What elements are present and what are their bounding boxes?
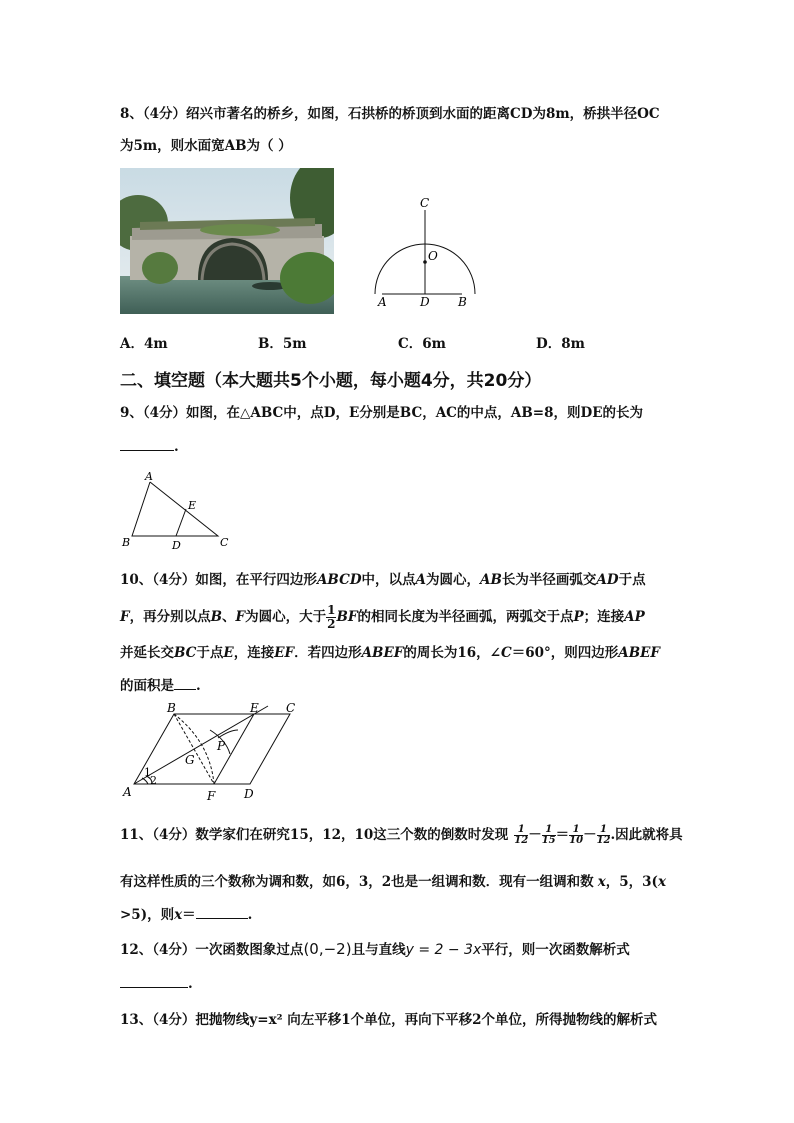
q10-line3: 并延长交BC于点E，连接EF．若四边形ABEF的周长为16，∠C＝60°，则四边形ABEF	[120, 645, 661, 661]
line-equation: y = 2 − 3x	[405, 942, 482, 958]
q8-option-a[interactable]: A．4m	[120, 336, 168, 352]
q10-line4: 的面积是 .	[120, 675, 680, 696]
label-p: P	[217, 739, 226, 753]
fraction-1-10: $\frac{1}{10}$	[569, 824, 584, 846]
label-a: A	[145, 470, 153, 483]
label-angle-2: 2	[150, 774, 157, 787]
label-e: E	[188, 499, 197, 512]
q9-answer-line: .	[120, 436, 680, 457]
q8-option-d[interactable]: D．8m	[536, 336, 585, 352]
label-d: D	[420, 295, 430, 309]
q9-text: 9、（4分）如图，在△ABC中，点D，E分别是BC，AC的中点，AB=8，则DE的长为	[120, 405, 644, 421]
arc-from-f	[218, 730, 238, 738]
line-ap-extended	[134, 706, 268, 784]
fraction-one-half: $\frac{1}{2}$	[327, 603, 336, 631]
q11-blank[interactable]	[196, 904, 248, 919]
q12-answer-line: .	[120, 973, 680, 994]
q10-line2: F，再分别以点B、F为圆心，大于 $\frac{1}{2}$ BF的相同长度为半径画弧，两弧交于点P；连接AP	[120, 603, 645, 631]
q12-blank[interactable]	[120, 973, 188, 988]
q13-line1: 13、（4分）把抛物线y=x² 向左平移1个单位，再向下平移2个单位，所得抛物线的解析式	[120, 1012, 658, 1028]
fraction-1-12: $\frac{1}{12}$	[514, 824, 529, 846]
triangle-abc-diagram	[118, 470, 238, 552]
q10-blank[interactable]	[174, 675, 196, 690]
q9-blank[interactable]	[120, 436, 174, 451]
bridge-photo	[120, 168, 334, 314]
q8-option-c[interactable]: C．6m	[398, 336, 446, 352]
arch-circle-diagram	[362, 192, 492, 312]
fraction-1-15: $\frac{1}{15}$	[541, 824, 556, 846]
segment-de	[176, 509, 186, 536]
q11-line1: 11、（4分）数学家们在研究15，12，10这三个数的倒数时发现 $\frac{1}{12}$ － $\frac{1}{15}$ ＝ $\frac{1}{10}$ － $\frac{1}{12}$ .因此就将具	[120, 824, 683, 846]
label-c: C	[220, 536, 229, 549]
label-e: E	[250, 701, 259, 715]
label-b: B	[458, 295, 467, 309]
fraction-1-12b: $\frac{1}{12}$	[596, 824, 611, 846]
q8-line2: 为5m，则水面宽AB为（ ）	[120, 138, 292, 154]
label-o: O	[428, 249, 438, 263]
label-c: C	[286, 701, 296, 715]
label-d: D	[244, 787, 254, 801]
label-a: A	[123, 785, 132, 799]
label-b: B	[122, 536, 131, 549]
center-point-o	[423, 260, 427, 264]
q12-line1: 12、（4分）一次函数图象过点(0,−2)且与直线y = 2 − 3x平行，则一次函数解析式	[120, 940, 630, 958]
label-b: B	[167, 701, 176, 715]
parallelogram-diagram	[118, 700, 318, 804]
segment-bf	[174, 714, 214, 784]
triangle-abc	[132, 482, 218, 536]
point-expression: (0,−2)	[303, 940, 352, 958]
q8-option-b[interactable]: B．5m	[258, 336, 307, 352]
label-g: G	[185, 753, 195, 767]
label-a: A	[378, 295, 387, 309]
q8-line1: 8、（4分）绍兴市著名的桥乡，如图，石拱桥的桥顶到水面的距离CD为8m，桥拱半径OC	[120, 106, 660, 122]
q11-line3: >5)，则x＝ .	[120, 904, 680, 925]
q11-line2: 有这样性质的三个数称为调和数，如6，3，2也是一组调和数．现有一组调和数 x，5，3(x	[120, 874, 666, 890]
label-angle-1: 1	[144, 766, 151, 779]
q10-line1: 10、（4分）如图，在平行四边形ABCD中，以点A为圆心，AB长为半径画弧交AD于点	[120, 572, 646, 588]
label-c: C	[420, 196, 430, 210]
section-title: 二、填空题（本大题共5个小题，每小题4分，共20分）	[120, 371, 542, 391]
label-d: D	[172, 539, 181, 552]
label-f: F	[207, 789, 216, 803]
